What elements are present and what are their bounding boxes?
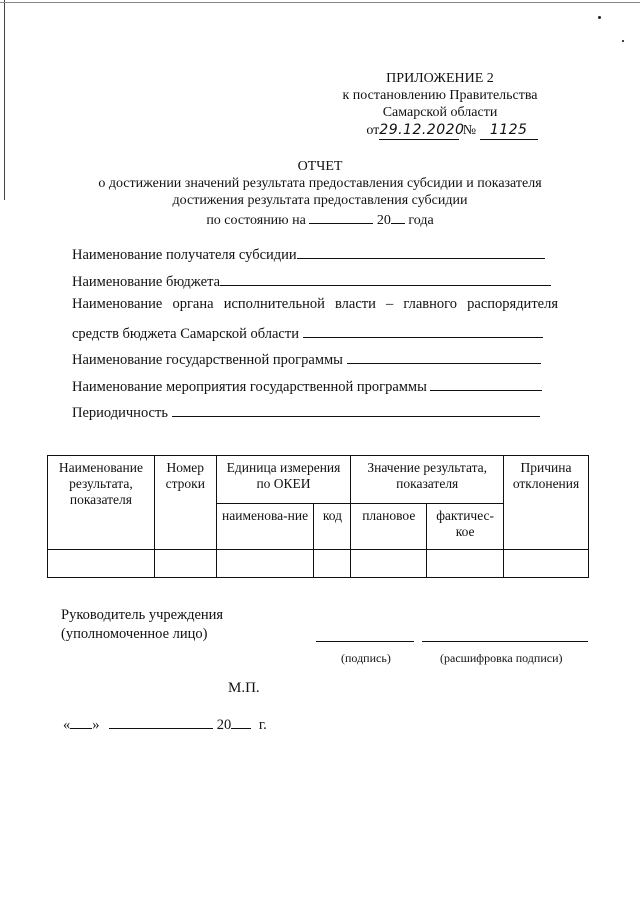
table-row xyxy=(48,550,589,578)
signature-date-row: « » 20 г. xyxy=(63,714,267,734)
report-subtitle-1: о достижении значений результата предоставления субсидии и показателя xyxy=(98,176,542,191)
appendix-date-row xyxy=(358,122,546,140)
signature-head xyxy=(61,606,223,644)
head-line1: Руководитель учреждения xyxy=(61,607,224,623)
header-unit-code: код xyxy=(314,504,351,550)
activity-blank xyxy=(430,376,542,391)
header-unit-name: наименова-ние xyxy=(216,504,314,550)
report-as-of: по состоянию на 20 года xyxy=(0,209,640,229)
report-subtitle-2: достижения результата предоставления субсидии xyxy=(172,193,468,208)
date-month-blank xyxy=(109,714,213,729)
header-reason: Причина отклонения xyxy=(504,456,589,550)
decode-caption: (расшифровка подписи) xyxy=(440,651,563,665)
cell-value-actual xyxy=(427,550,504,578)
cell-unit-code xyxy=(314,550,351,578)
handwritten-date: 29.12.2020 xyxy=(379,122,465,138)
authority-blank xyxy=(303,323,543,338)
field-periodicity: Периодичность xyxy=(72,402,540,422)
program-blank xyxy=(347,349,541,364)
scan-top-line xyxy=(0,2,640,3)
appendix-title: ПРИЛОЖЕНИЕ 2 xyxy=(386,71,494,86)
signature-caption: (подпись) xyxy=(341,651,391,665)
periodicity-blank xyxy=(172,402,540,417)
cell-row-number xyxy=(154,550,216,578)
cell-value-planned xyxy=(351,550,427,578)
header-value: Значение результата, показателя xyxy=(351,456,504,504)
handwritten-number: 1125 xyxy=(480,122,538,140)
report-table xyxy=(47,455,589,578)
stamp-place: М.П. xyxy=(228,680,260,696)
recipient-blank xyxy=(297,244,545,259)
as-of-date-blank xyxy=(309,209,373,224)
scan-speck xyxy=(622,40,624,42)
number-prefix: № xyxy=(462,123,477,138)
header-value-planned: плановое xyxy=(351,504,427,550)
signature-line xyxy=(316,641,414,642)
date-day-blank xyxy=(70,714,92,729)
date-year-blank xyxy=(231,714,251,729)
field-authority: Наименование органа исполнительной власти – главного распорядителя xyxy=(72,296,558,312)
cell-reason xyxy=(504,550,589,578)
report-title: ОТЧЕТ xyxy=(297,159,343,174)
decode-line xyxy=(422,641,588,642)
appendix-block xyxy=(334,70,546,140)
field-budget: Наименование бюджета xyxy=(72,271,551,291)
header-value-actual: фактичес-кое xyxy=(427,504,504,550)
budget-blank xyxy=(220,271,551,286)
field-program-activity: Наименование мероприятия государственной программы xyxy=(72,376,542,396)
header-row-number: Номер строки xyxy=(154,456,216,550)
header-result-name: Наименование результата, показателя xyxy=(48,456,155,550)
appendix-line1: к постановлению Правительства xyxy=(342,88,538,103)
report-title-block xyxy=(0,158,640,229)
header-unit: Единица измерения по ОКЕИ xyxy=(216,456,351,504)
field-program: Наименование государственной программы xyxy=(72,349,541,369)
field-recipient: Наименование получателя субсидии xyxy=(72,244,545,264)
date-prefix: от xyxy=(366,123,380,138)
scan-speck xyxy=(598,16,601,19)
field-authority-cont: средств бюджета Самарской области xyxy=(72,323,543,343)
cell-result-name xyxy=(48,550,155,578)
as-of-year-blank xyxy=(391,209,405,224)
appendix-line2: Самарской области xyxy=(382,105,498,120)
head-line2: (уполномоченное лицо) xyxy=(61,626,208,642)
cell-unit-name xyxy=(216,550,314,578)
